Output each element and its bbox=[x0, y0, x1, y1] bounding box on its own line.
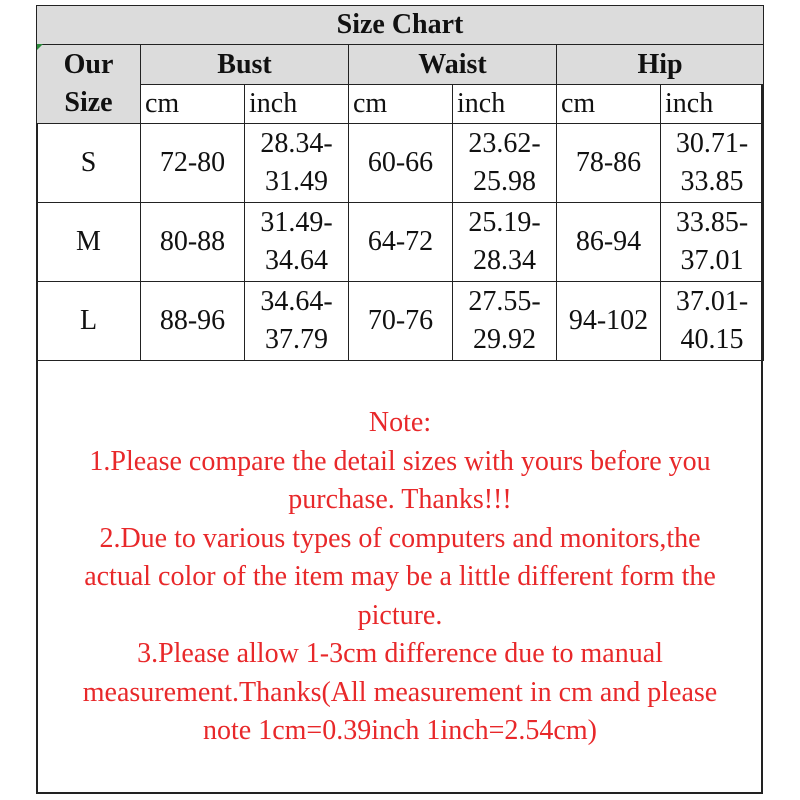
our-size-label-line2: Size bbox=[64, 87, 113, 118]
size-chart-table bbox=[36, 5, 764, 361]
note-line: purchase. Thanks!!! bbox=[288, 484, 512, 515]
range-start: 37.01- bbox=[675, 286, 749, 317]
bust-cm-cell: 88-96 bbox=[141, 282, 245, 361]
unit-header-bust-inch: inch bbox=[245, 85, 349, 124]
note-line: 1.Please compare the detail sizes with yours before you bbox=[89, 445, 711, 477]
bust-cm-cell: 72-80 bbox=[141, 124, 245, 203]
range-start: 25.19- bbox=[468, 207, 541, 238]
size-cell: S bbox=[37, 124, 141, 203]
note-line: measurement.Thanks(All measurement in cm and please bbox=[82, 676, 718, 708]
range-end: 31.49 bbox=[265, 166, 328, 197]
range-end: 25.98 bbox=[473, 166, 536, 197]
waist-cm-cell: 64-72 bbox=[349, 203, 453, 282]
our-size-label-line1: Our bbox=[63, 49, 114, 80]
bust-cm-cell: 80-88 bbox=[141, 203, 245, 282]
range-start: 34.64- bbox=[260, 286, 333, 317]
cell-corner-marker bbox=[37, 44, 43, 50]
group-header-hip: Hip bbox=[557, 45, 764, 85]
note-line: note 1cm=0.39inch 1inch=2.54cm) bbox=[203, 715, 597, 746]
unit-header-hip-cm: cm bbox=[557, 85, 661, 124]
range-start: 28.34- bbox=[260, 128, 333, 159]
size-cell: L bbox=[37, 282, 141, 361]
table-row bbox=[37, 124, 764, 203]
waist-cm-cell: 70-76 bbox=[349, 282, 453, 361]
note-line: 2.Due to various types of computers and monitors,the bbox=[99, 522, 701, 554]
range-start: 31.49- bbox=[260, 207, 333, 238]
hip-inch-cell bbox=[661, 282, 764, 361]
size-cell: M bbox=[37, 203, 141, 282]
unit-header-waist-cm: cm bbox=[349, 85, 453, 124]
hip-inch-cell bbox=[661, 203, 764, 282]
hip-cm-cell: 86-94 bbox=[557, 203, 661, 282]
bust-inch-cell bbox=[245, 203, 349, 282]
range-end: 37.01 bbox=[680, 245, 744, 276]
note-line: 3.Please allow 1-3cm difference due to manual bbox=[137, 638, 663, 669]
waist-cm-cell: 60-66 bbox=[349, 124, 453, 203]
range-start: 33.85- bbox=[675, 207, 749, 238]
note-line: actual color of the item may be a little different form the bbox=[84, 561, 716, 592]
range-start: 27.55- bbox=[468, 286, 541, 317]
range-end: 34.64 bbox=[265, 245, 328, 276]
range-end: 29.92 bbox=[473, 324, 536, 355]
note-heading: Note: bbox=[368, 407, 432, 438]
range-start: 23.62- bbox=[468, 128, 541, 159]
note-block bbox=[40, 404, 760, 751]
note-line: picture. bbox=[357, 599, 443, 631]
table-title: Size Chart bbox=[37, 6, 764, 45]
hip-cm-cell: 94-102 bbox=[557, 282, 661, 361]
hip-inch-cell bbox=[661, 124, 764, 203]
hip-cm-cell: 78-86 bbox=[557, 124, 661, 203]
range-end: 33.85 bbox=[680, 166, 744, 197]
table-row bbox=[37, 203, 764, 282]
bust-inch-cell bbox=[245, 124, 349, 203]
unit-header-bust-cm: cm bbox=[141, 85, 245, 124]
range-end: 37.79 bbox=[265, 324, 328, 355]
bust-inch-cell bbox=[245, 282, 349, 361]
waist-inch-cell bbox=[453, 282, 557, 361]
waist-inch-cell bbox=[453, 203, 557, 282]
unit-header-waist-inch: inch bbox=[453, 85, 557, 124]
our-size-header bbox=[37, 45, 141, 124]
range-end: 28.34 bbox=[473, 245, 536, 276]
table-row bbox=[37, 282, 764, 361]
range-start: 30.71- bbox=[675, 128, 749, 159]
waist-inch-cell bbox=[453, 124, 557, 203]
range-end: 40.15 bbox=[680, 324, 744, 355]
group-header-waist: Waist bbox=[349, 45, 557, 85]
group-header-bust: Bust bbox=[141, 45, 349, 85]
unit-header-hip-inch: inch bbox=[661, 85, 764, 124]
